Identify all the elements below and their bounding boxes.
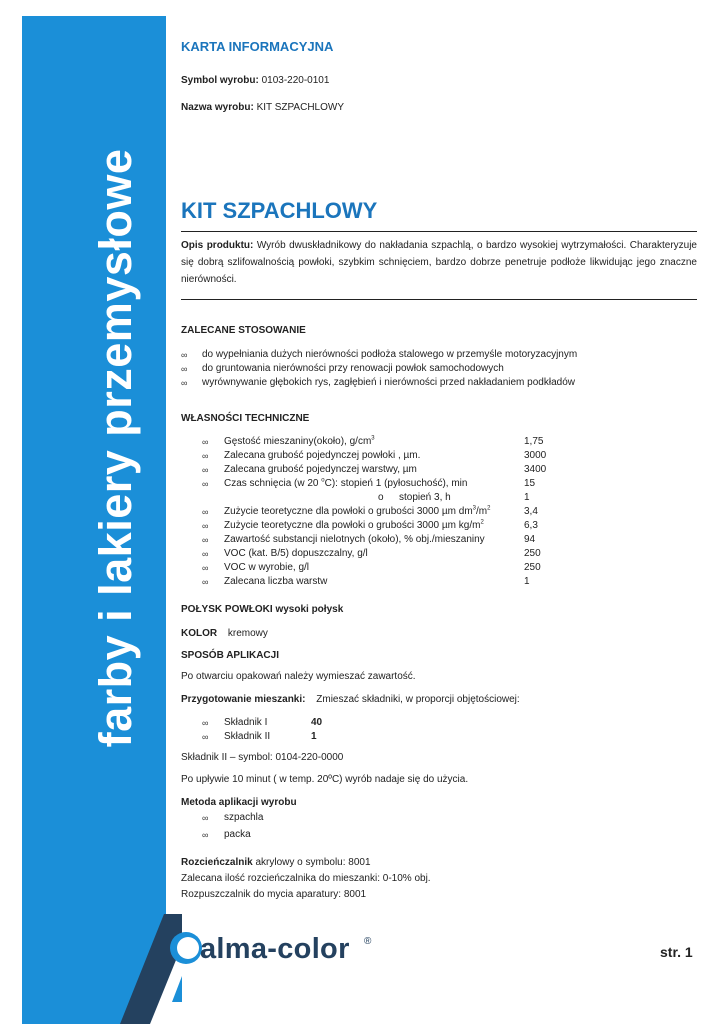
bullet-icon: ∞ (202, 813, 209, 823)
component-value: 1 (311, 731, 317, 742)
tech-row-value: 250 (524, 562, 541, 573)
name-label: Nazwa wyrobu: (181, 102, 254, 113)
description-divider (181, 299, 697, 300)
tech-row-value: 3000 (524, 450, 547, 461)
bullet-icon: ∞ (202, 830, 209, 840)
alma-color-logo-icon (120, 912, 380, 1024)
mix-line (181, 693, 520, 707)
tech-row-label: Zużycie teoretyczne dla powłoki o grubości 3000 µm $dm^3/m^2$ (224, 505, 491, 517)
gloss-value: wysoki połysk (272, 604, 344, 615)
bullet-icon: ∞ (202, 535, 209, 545)
tech-row-value: 6,3 (524, 520, 538, 531)
pot-life-note: Po upływie 10 minut ( w temp. 20ºC) wyrób nadaje się do użycia. (181, 774, 469, 785)
tech-row-label: Czas schnięcia (w 20 $^o$C): stopień 1 (pyłosuchość), min (224, 477, 468, 489)
bullet-icon: ∞ (202, 465, 209, 475)
thinner-line (181, 856, 371, 870)
component-name: Składnik I (224, 717, 268, 728)
tech-heading: WŁASNOŚCI TECHNICZNE (181, 413, 310, 424)
mix-label: Przygotowanie mieszanki: (181, 694, 306, 705)
gloss-line (181, 603, 343, 617)
bullet-icon: ∞ (202, 718, 209, 728)
tech-row-value: 94 (524, 534, 536, 545)
bullet-icon: ∞ (202, 521, 209, 531)
mix-text: Zmieszać składniki, w proporcji objętościowej: (316, 694, 520, 705)
bullet-icon: ∞ (202, 451, 209, 461)
tech-row-label: Zawartość substancji nielotnych (około), % obj./mieszaniny (224, 534, 485, 545)
component-name: Składnik II (224, 731, 271, 742)
color-label: KOLOR (181, 628, 218, 639)
tech-row-label: Zalecana grubość pojedynczej warstwy, µm (224, 464, 417, 475)
tech-row-label: VOC (kat. B/5) dopuszczalny, g/l (224, 548, 368, 559)
bullet-icon: ∞ (202, 437, 209, 447)
gloss-label: POŁYSK POWŁOKI (181, 604, 273, 615)
method-item: szpachla (224, 812, 264, 823)
usage-item: do gruntowania nierówności przy renowacji powłok samochodowych (202, 363, 504, 374)
tech-row-value: 1 (524, 492, 530, 503)
bullet-icon: ∞ (202, 577, 209, 587)
sub-bullet-icon: o (378, 492, 384, 503)
tech-row-value: 15 (524, 478, 536, 489)
tech-row-label: Zalecana grubość pojedynczej powłoki , µm. (224, 450, 421, 461)
title-divider (181, 231, 697, 232)
brand-sidebar (22, 16, 166, 1024)
bullet-icon: ∞ (202, 549, 209, 559)
color-line (181, 627, 268, 641)
product-symbol-line (181, 74, 329, 88)
symbol-label: Symbol wyrobu: (181, 75, 259, 86)
cleaning-solvent: Rozpuszczalnik do mycia aparatury: 8001 (181, 889, 367, 900)
thinner-amount: Zalecana ilość rozcieńczalnika do mieszanki: 0-10% obj. (181, 873, 431, 884)
page-number: str. 1 (660, 944, 693, 960)
tech-row-label: Gęstość mieszaniny(około), $g/cm^3$ (224, 435, 375, 447)
logo-wordmark: alma-color (200, 933, 350, 965)
bullet-icon: ∞ (181, 364, 188, 374)
method-heading: Metoda aplikacji wyrobu (181, 797, 297, 808)
description-text: Wyrób dwuskładnikowy do nakładania szpachlą, o bardzo wysokiej wytrzymałości. Charakteryzuje się dobrą szlifowalnością powłoki, szybkim schnięciem, bardzo dobrze penetruje podłoże likwidując jego znaczne nierówności. (181, 240, 697, 285)
product-title: KIT SZPACHLOWY (181, 198, 378, 223)
sidebar-tagline: farby i lakiery przemysłowe (90, 148, 141, 748)
bullet-icon: ∞ (202, 479, 209, 489)
tech-row-label: Zużycie teoretyczne dla powłoki o grubości 3000 µm $kg/m^2$ (224, 519, 484, 531)
document-type-heading: KARTA INFORMACYJNA (181, 39, 334, 54)
tech-row-value: 3,4 (524, 506, 538, 517)
description-label: Opis produktu: (181, 240, 254, 251)
product-description (181, 237, 697, 288)
bullet-icon: ∞ (181, 378, 188, 388)
usage-item: do wypełniania dużych nierówności podłoża stalowego w przemyśle motoryzacyjnym (202, 349, 578, 360)
application-heading: SPOSÓB APLIKACJI (181, 650, 279, 661)
bullet-icon: ∞ (202, 563, 209, 573)
usage-heading: ZALECANE STOSOWANIE (181, 325, 306, 336)
usage-item: wyrównywanie głębokich rys, zagłębień i nierówności przed nakładaniem podkładów (202, 377, 575, 388)
component-value: 40 (311, 717, 323, 728)
method-item: packa (224, 829, 251, 840)
bullet-icon: ∞ (181, 350, 188, 360)
tech-row-value: 1,75 (524, 436, 544, 447)
bullet-icon: ∞ (202, 507, 209, 517)
color-value: kremowy (227, 628, 268, 639)
tech-row-label: VOC w wyrobie, g/l (224, 562, 310, 573)
tech-row-label: stopień 3, h (399, 492, 451, 503)
tech-row-value: 250 (524, 548, 541, 559)
symbol-value: 0103-220-0101 (258, 75, 330, 86)
tech-row-value: 1 (524, 576, 530, 587)
thinner-label: Rozcieńczalnik (181, 857, 253, 868)
thinner-text: akrylowy o symbolu: 8001 (252, 857, 371, 868)
product-name-line (181, 101, 344, 115)
bullet-icon: ∞ (202, 732, 209, 742)
application-intro: Po otwarciu opakowań należy wymieszać zawartość. (181, 671, 416, 682)
logo-registered-mark: ® (364, 936, 372, 947)
tech-row-value: 3400 (524, 464, 547, 475)
name-value: KIT SZPACHLOWY (253, 102, 344, 113)
component-symbol: Składnik II – symbol: 0104-220-0000 (181, 752, 344, 763)
tech-row-label: Zalecana liczba warstw (224, 576, 328, 587)
